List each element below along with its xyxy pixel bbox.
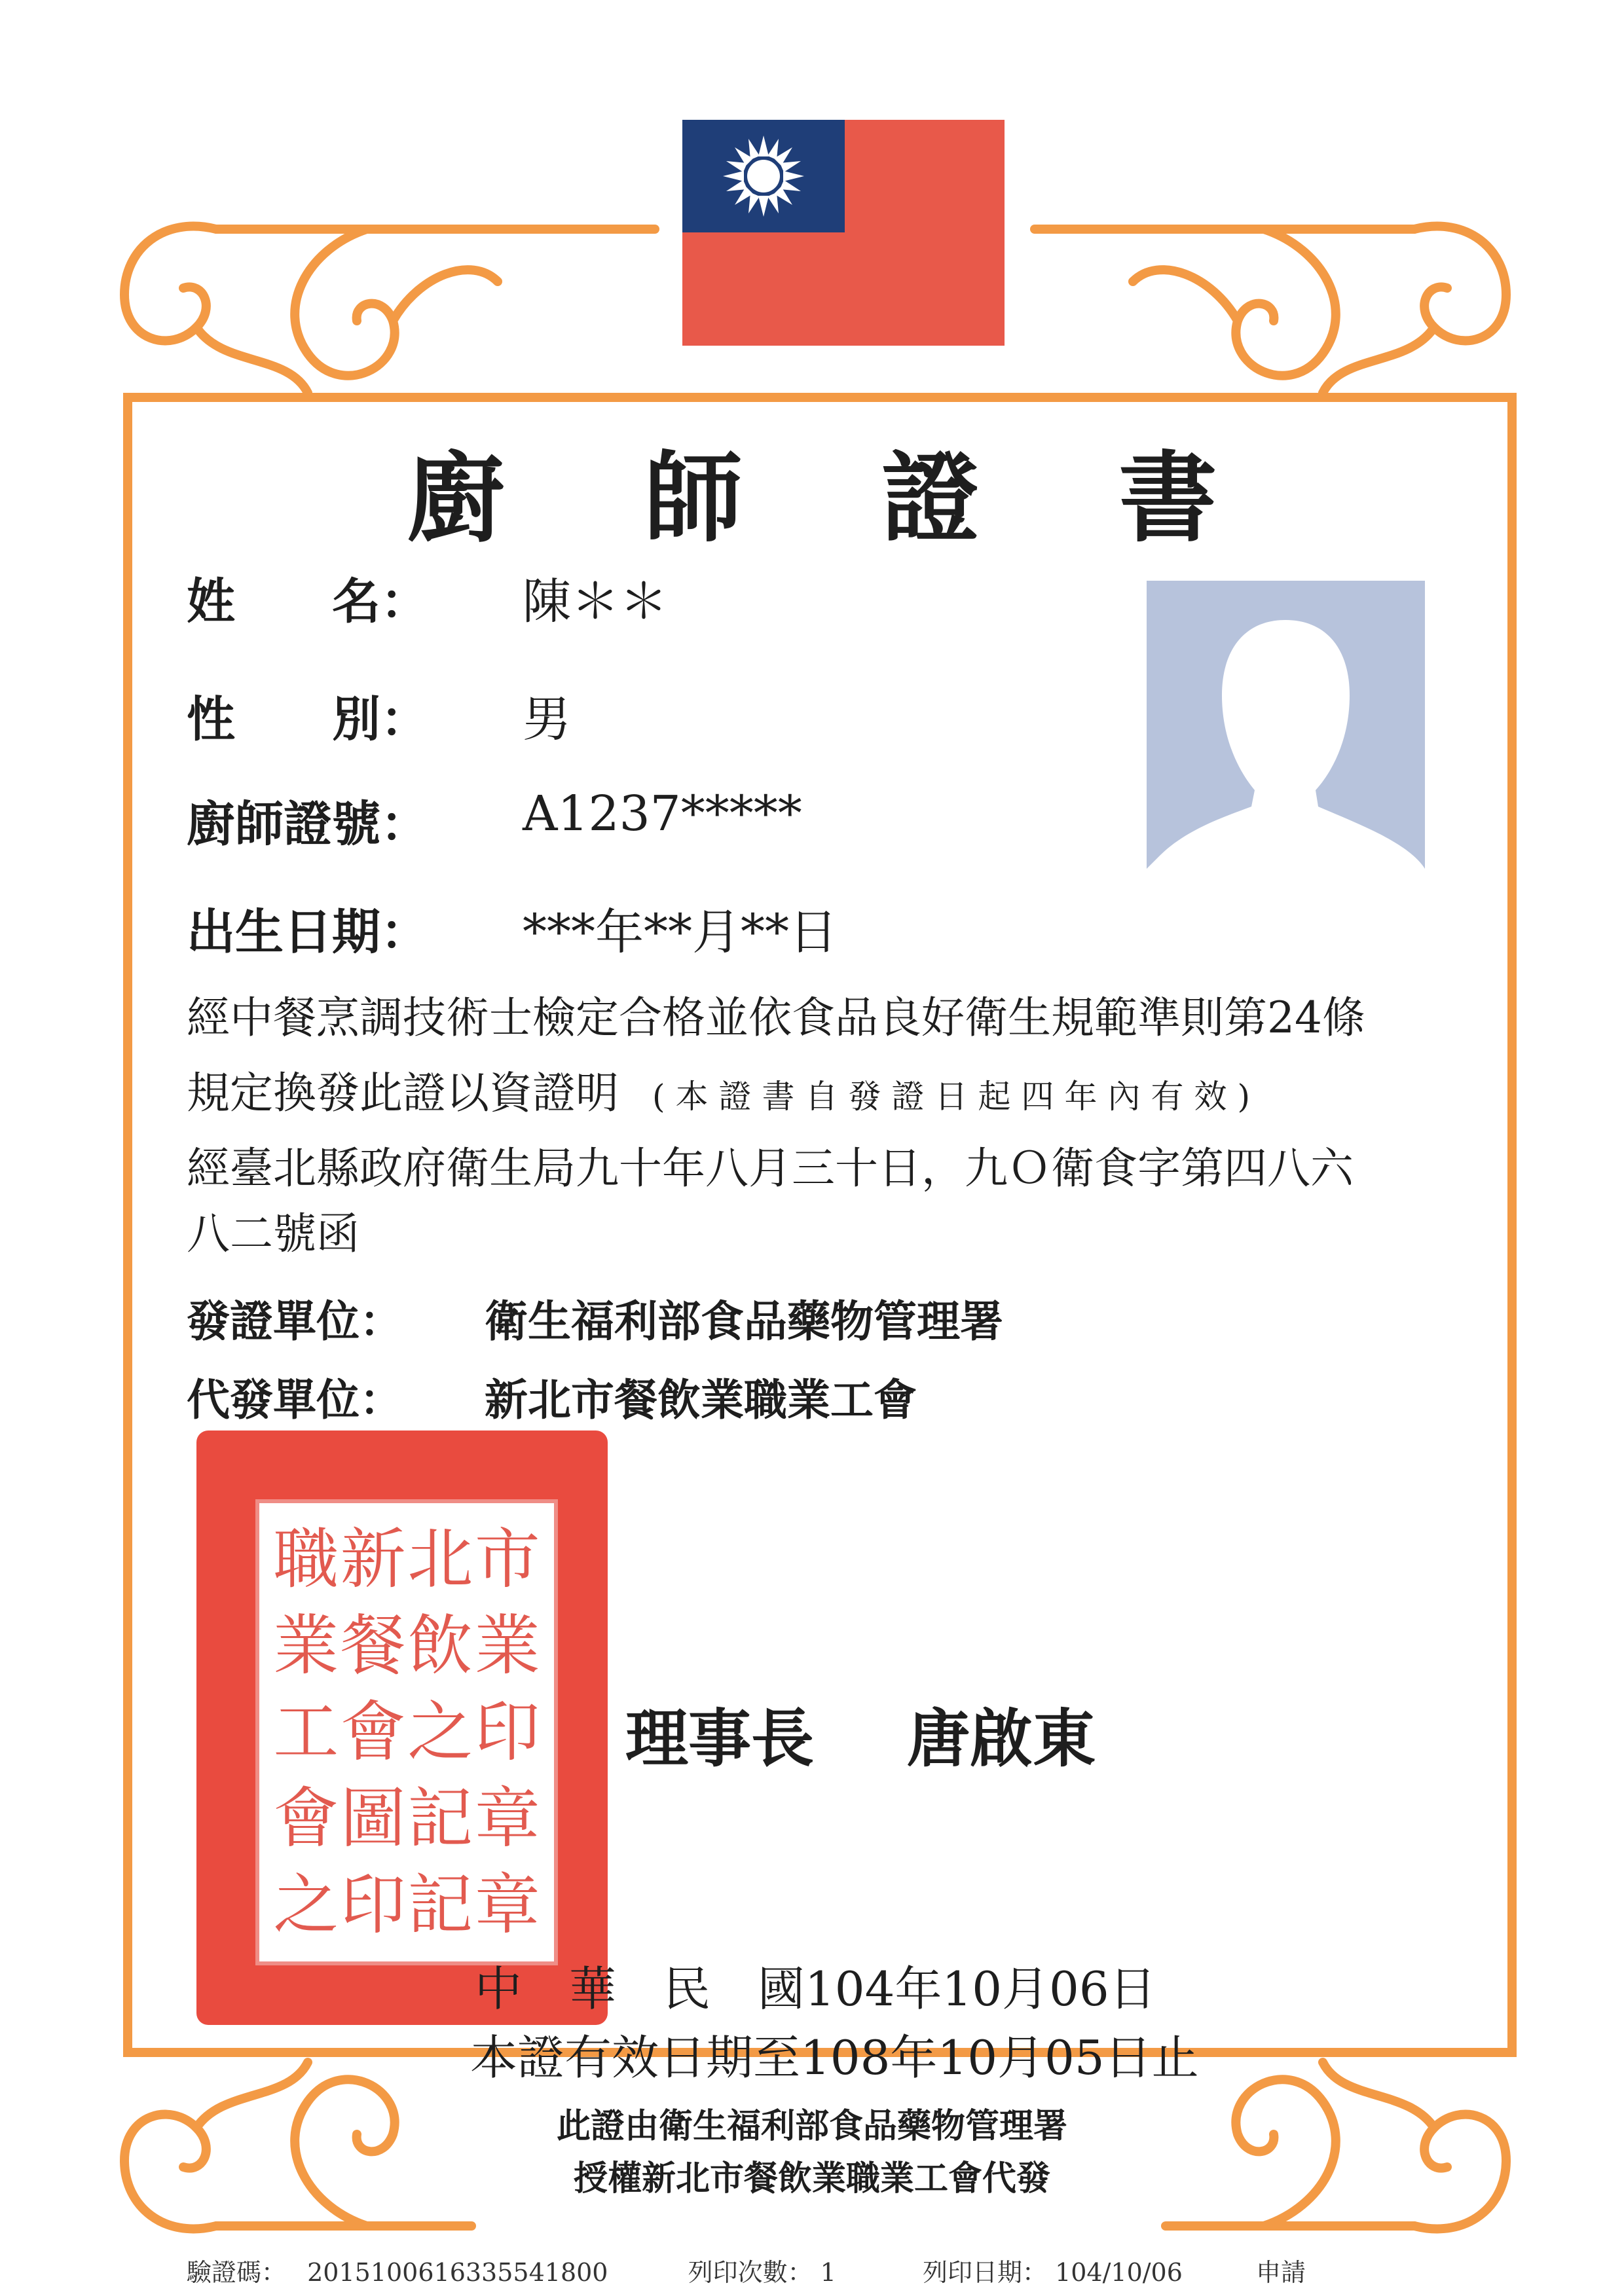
statement-line-3: 經臺北縣政府衛生局九十年八月三十日，九Ｏ衛食字第四八六 [187,1143,1354,1194]
print-info-bar [187,2252,1306,2288]
seal-glyph: 記 [407,1867,473,1943]
signature-title: 理事長 [625,1702,814,1776]
issuer-value: 衛生福利部食品藥物管理署 [485,1296,1003,1347]
statement-line-1: 經中餐烹調技術士檢定合格並依食品良好衛生規範準則第24條 [187,993,1365,1043]
photo [1147,581,1425,916]
seal-glyph: 北 [407,1521,473,1597]
seal-glyph: 記 [407,1780,473,1857]
agent-label: 代發單位： [187,1374,403,1425]
print-count-label: 列印次數： [688,2258,813,2287]
seal-glyph-grid [272,1516,541,1948]
official-seal [196,1430,608,2025]
seal-inner [255,1499,558,1965]
statement-line-4: 八二號函 [187,1209,360,1259]
seal-glyph: 之 [273,1867,339,1943]
print-date-label: 列印日期： [922,2258,1047,2287]
seal-glyph: 印 [474,1694,540,1770]
seal-glyph: 印 [340,1867,406,1943]
valid-until: 本證有效日期至108年10月05日止 [470,2030,1199,2085]
birth-date-label: 出生日期： [187,904,429,960]
signature-name: 唐啟東 [907,1702,1096,1776]
issue-date: 中 華 民 國104年10月06日 [475,1961,1156,2016]
gender-label: 性 別： [187,691,429,748]
seal-glyph: 章 [474,1780,540,1857]
issuer-label: 發證單位： [187,1296,403,1347]
gender-value: 男 [523,691,571,748]
verify-code-label: 驗證碼： [187,2258,287,2287]
print-count: 1 [820,2258,836,2287]
certificate-title: 廚 師 證 書 [407,441,1270,556]
seal-glyph: 圖 [340,1780,406,1857]
footnote-line-2: 授權新北市餐飲業職業工會代發 [573,2159,1050,2198]
apply-text: 申請 [1256,2258,1306,2287]
name-label: 姓 名： [187,574,429,630]
seal-glyph: 之 [407,1694,473,1770]
birth-date-value: ***年**月**日 [523,904,838,960]
footnote-line-1: 此證由衛生福利部食品藥物管理署 [556,2106,1067,2146]
seal-glyph: 市 [474,1521,540,1597]
seal-glyph: 工 [273,1694,339,1770]
license-number-value: A1237***** [523,786,802,842]
seal-glyph: 會 [273,1780,339,1857]
seal-glyph: 業 [273,1607,339,1684]
statement-line-2 [187,1061,1261,1129]
statement-line-2-text: 規定換發此證以資證明 [187,1068,619,1118]
seal-glyph: 業 [474,1607,540,1684]
validity-note: (本證書自發證日起四年內有效) [652,1078,1261,1116]
seal-glyph: 會 [340,1694,406,1770]
person-silhouette-icon [1147,581,1425,916]
seal-glyph: 飲 [407,1607,473,1684]
name-value: 陳＊＊ [523,574,668,630]
seal-glyph: 餐 [340,1607,406,1684]
verify-code: 2015100616335541800 [307,2258,608,2287]
seal-glyph: 章 [474,1867,540,1943]
license-number-label: 廚師證號： [187,796,429,852]
seal-glyph: 新 [340,1521,406,1597]
print-date: 104/10/06 [1055,2258,1183,2287]
agent-value: 新北市餐飲業職業工會 [485,1374,917,1425]
seal-glyph: 職 [273,1521,339,1597]
